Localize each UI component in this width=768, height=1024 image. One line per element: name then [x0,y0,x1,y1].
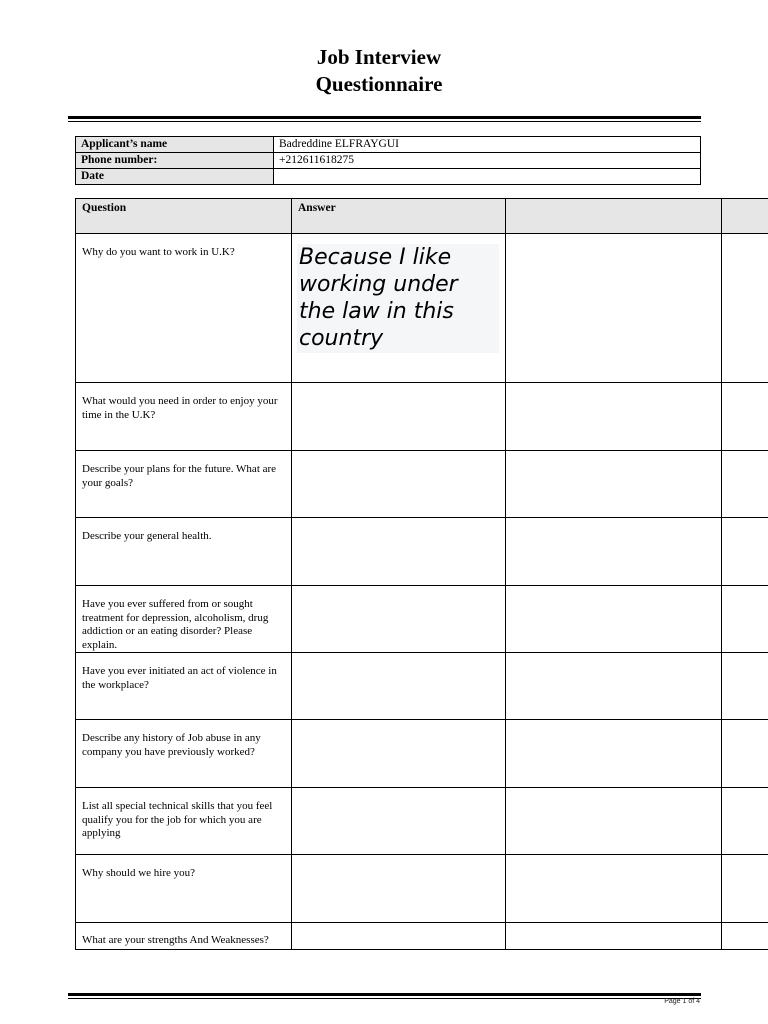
empty-cell [722,855,768,923]
answer-cell[interactable] [292,234,506,383]
date-label: Date [76,169,274,185]
date-value[interactable] [274,169,701,185]
header-rule-thick [68,116,701,119]
question-cell: List all special technical skills that you feel qualify you for the job for which you are applying [76,788,292,855]
empty-cell [506,923,722,950]
answer-cell[interactable] [292,586,506,653]
answer-cell[interactable] [292,923,506,950]
answer-cell[interactable] [292,855,506,923]
title-line-2: Questionnaire [315,72,443,96]
empty-cell [506,234,722,383]
empty-cell [722,653,768,720]
empty-cell [506,855,722,923]
table-row [76,451,768,518]
title-line-1: Job Interview [316,45,442,69]
footer-rule-thick [68,993,701,996]
empty-cell [722,518,768,586]
answer-column-header: Answer [292,199,506,234]
footer-rule-thin [68,998,701,999]
empty-cell [506,788,722,855]
answer-text[interactable]: Because I like working under the law in this country [297,244,499,353]
answer-cell[interactable] [292,518,506,586]
table-row [76,653,768,720]
page-number: Page 1 of 4 [664,998,700,1005]
empty-cell [722,720,768,788]
answer-cell[interactable] [292,720,506,788]
table-row [76,720,768,788]
question-cell: Describe any history of Job abuse in any company you have previously worked? [76,720,292,788]
table-row [76,518,768,586]
table-row [76,855,768,923]
empty-cell [722,788,768,855]
answer-cell[interactable] [292,653,506,720]
questionnaire-table [75,198,768,950]
question-cell: Why should we hire you? [76,855,292,923]
empty-cell [506,518,722,586]
document-title [0,44,758,98]
applicant-name-value[interactable]: Badreddine ELFRAYGUI [274,137,701,153]
question-cell: Why do you want to work in U.K? [76,234,292,383]
answer-cell[interactable] [292,788,506,855]
question-cell: What are your strengths And Weaknesses? [76,923,292,950]
table-row [76,383,768,451]
phone-number-value[interactable]: +212611618275 [274,153,701,169]
answer-cell[interactable] [292,451,506,518]
empty-cell [506,720,722,788]
empty-cell [506,586,722,653]
table-header-row [76,199,768,234]
applicant-name-row [76,137,701,153]
empty-cell [722,923,768,950]
question-cell: Describe your plans for the future. What are your goals? [76,451,292,518]
table-row [76,788,768,855]
empty-cell [506,383,722,451]
date-row [76,169,701,185]
empty-column-header [722,199,768,234]
phone-number-label: Phone number: [76,153,274,169]
question-cell: Describe your general health. [76,518,292,586]
table-row [76,586,768,653]
question-cell: Have you ever suffered from or sought treatment for depression, alcoholism, drug addiction or an eating disorder? Please explain. [76,586,292,653]
empty-cell [722,586,768,653]
answer-cell[interactable] [292,383,506,451]
applicant-info-table [75,136,701,185]
question-cell: What would you need in order to enjoy your time in the U.K? [76,383,292,451]
empty-cell [506,451,722,518]
table-row [76,923,768,950]
question-cell: Have you ever initiated an act of violence in the workplace? [76,653,292,720]
header-rule-thin [68,121,701,122]
table-row [76,234,768,383]
empty-cell [506,653,722,720]
empty-cell [722,234,768,383]
empty-cell [722,383,768,451]
phone-number-row [76,153,701,169]
question-column-header: Question [76,199,292,234]
applicant-name-label: Applicant’s name [76,137,274,153]
empty-column-header [506,199,722,234]
empty-cell [722,451,768,518]
